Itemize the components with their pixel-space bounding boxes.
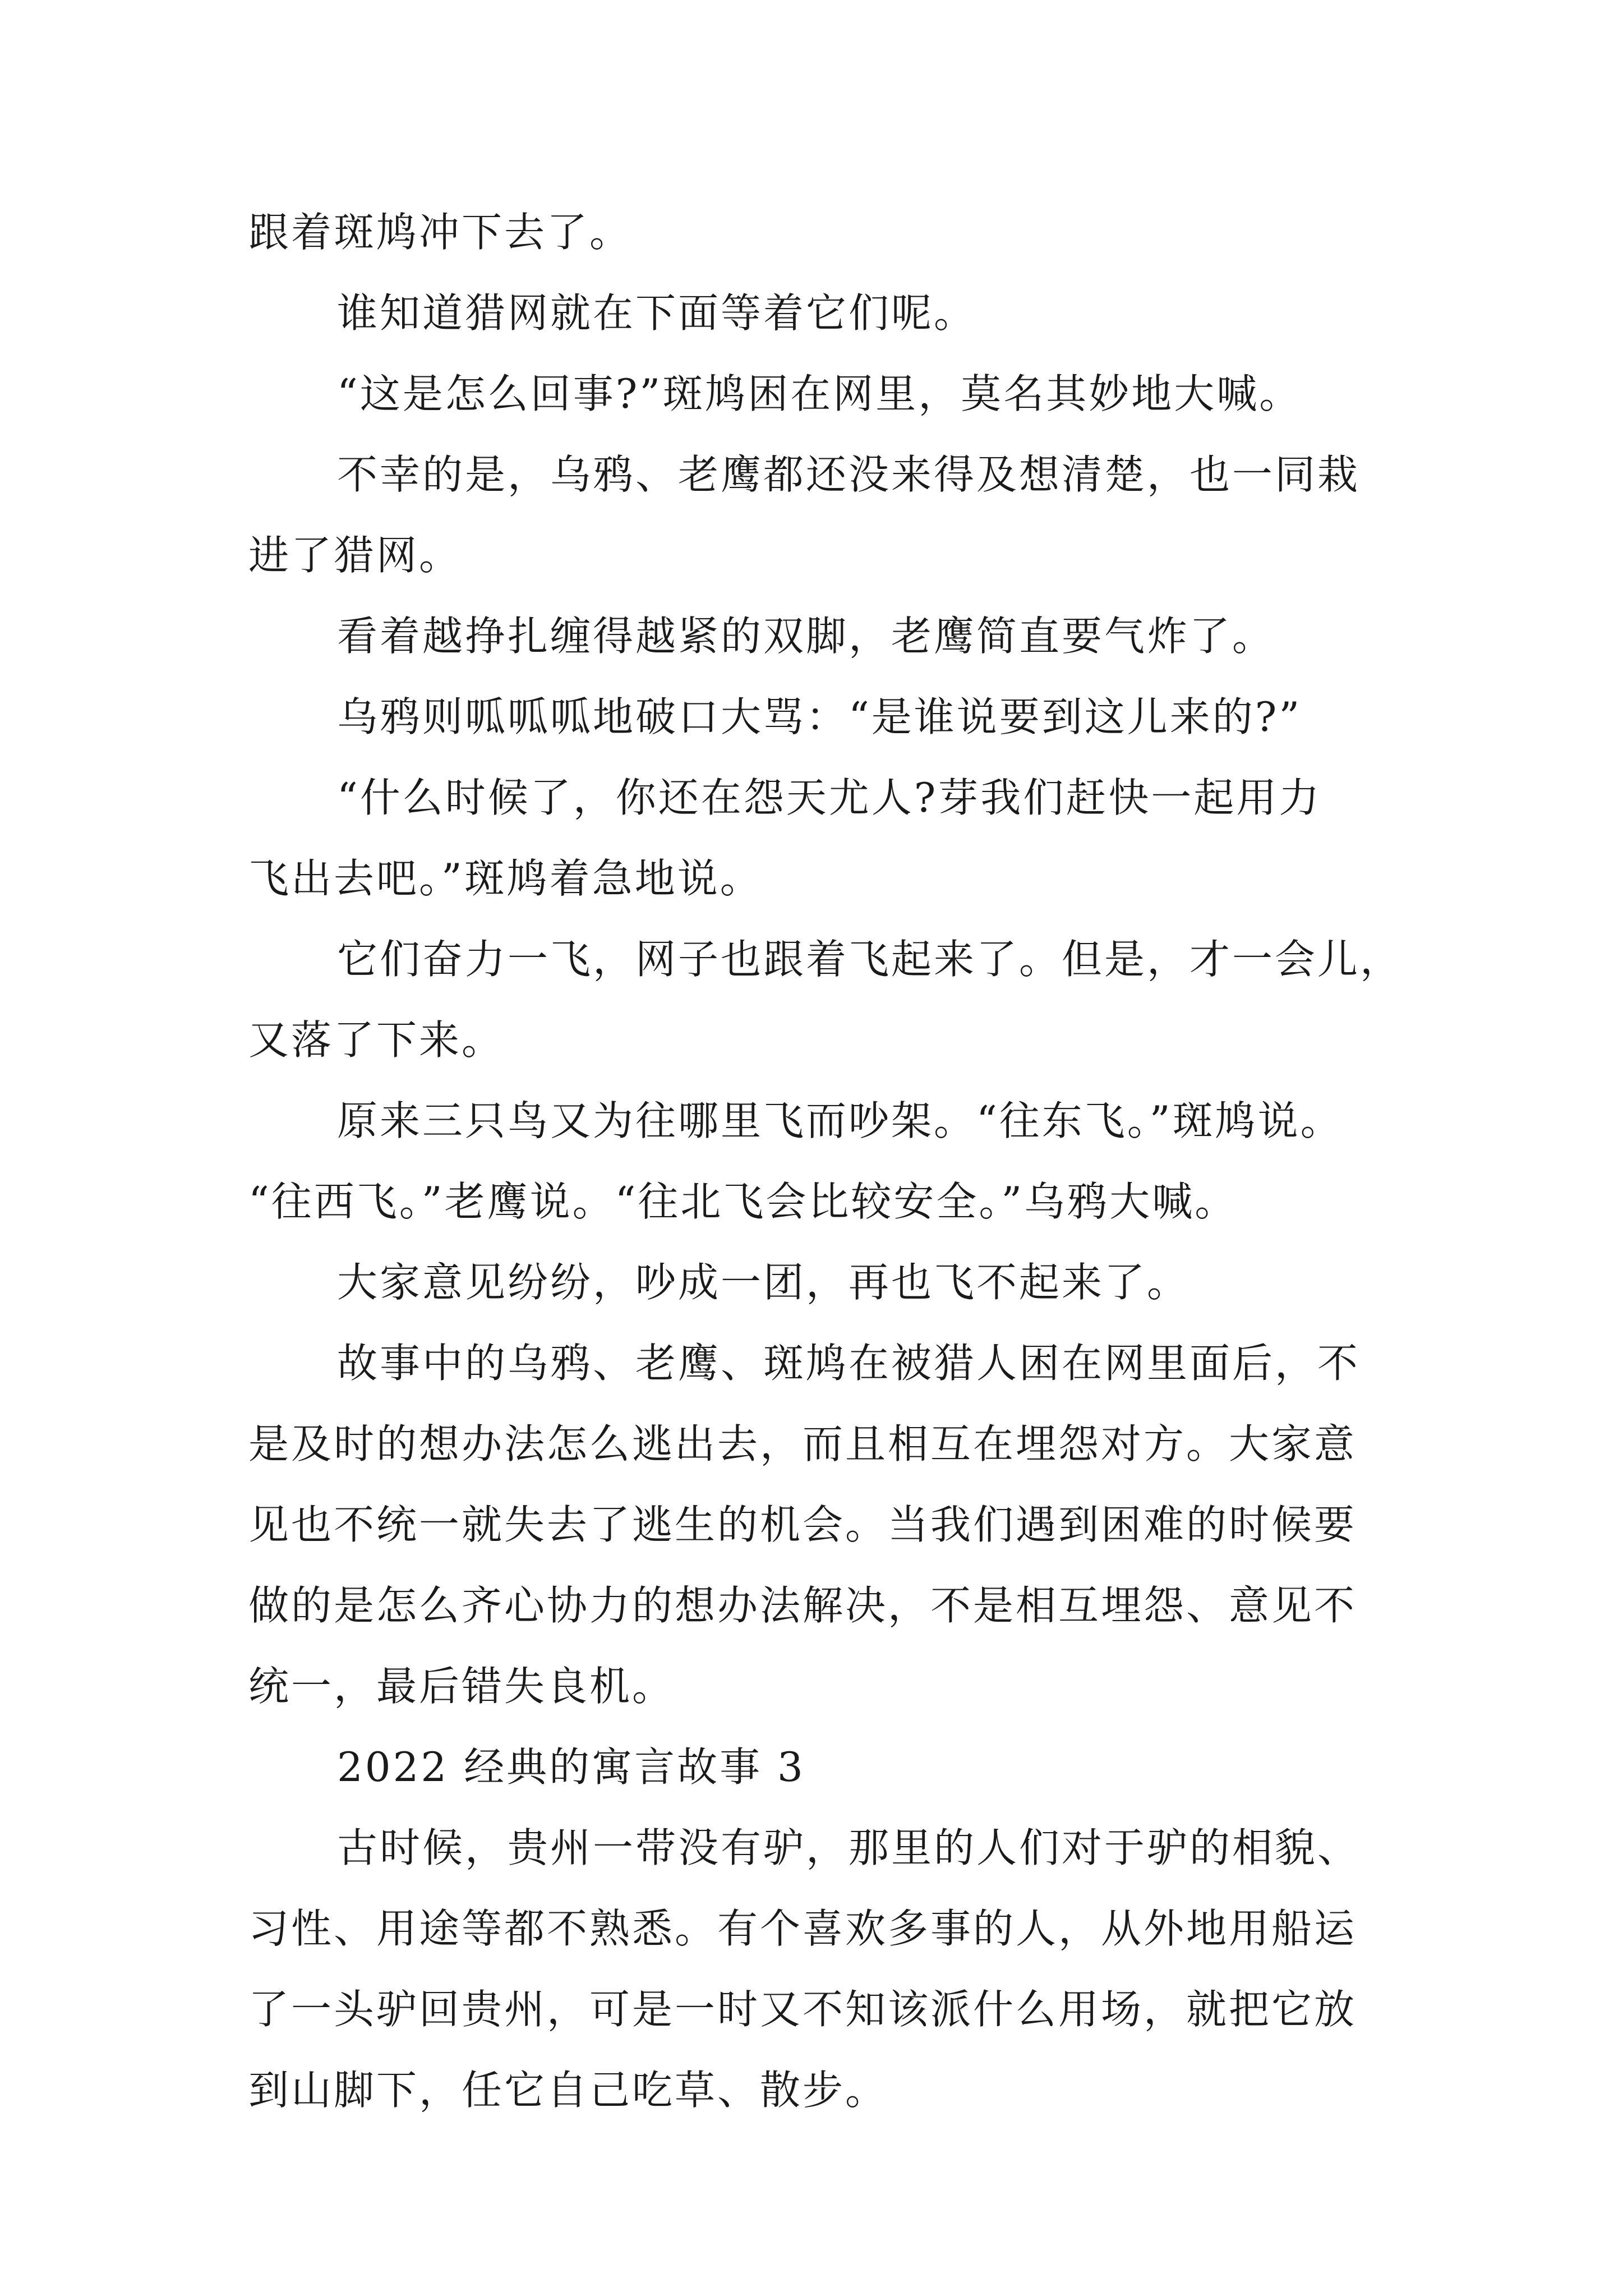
text-line: 是及时的想办法怎么逃出去，而且相互在埋怨对方。大家意: [248, 1420, 1357, 1467]
text-line: 不幸的是，乌鸦、老鹰都还没来得及想清楚，也一同栽: [337, 451, 1361, 498]
text-line: 统一，最后错失良机。: [248, 1663, 675, 1710]
text-line: 故事中的乌鸦、老鹰、斑鸠在被猎人困在网里面后，不: [337, 1340, 1361, 1387]
text-line: 做的是怎么齐心协力的想办法解决，不是相互埋怨、意见不: [248, 1582, 1357, 1629]
paragraph: [248, 1323, 1376, 1727]
paragraph: [248, 919, 1403, 1080]
text-line: 习性、用途等都不熟悉。有个喜欢多事的人，从外地用船运: [248, 1905, 1357, 1952]
paragraph: [248, 1242, 1376, 1323]
paragraph: [248, 757, 1376, 919]
paragraph: [248, 1807, 1376, 2131]
paragraph: [248, 192, 1376, 273]
paragraph: [248, 596, 1376, 677]
paragraph: [248, 273, 1376, 353]
text-line: 它们奋力一飞，网子也跟着飞起来了。但是，才一会儿，: [337, 936, 1403, 983]
text-line: 又落了下来。: [248, 1016, 505, 1064]
text-line: 乌鸦则呱呱呱地破口大骂：“是谁说要到这儿来的?”: [337, 693, 1302, 740]
text-line: 谁知道猎网就在下面等着它们呢。: [337, 289, 977, 337]
text-line: 古时候，贵州一带没有驴，那里的人们对于驴的相貌、: [337, 1824, 1361, 1871]
text-line: 大家意见纷纷，吵成一团，再也飞不起来了。: [337, 1259, 1190, 1306]
text-line: 飞出去吧。”斑鸠着急地说。: [248, 855, 763, 902]
text-line: “往西飞。”老鹰说。“往北飞会比较安全。”乌鸦大喊。: [248, 1178, 1238, 1225]
text-line: “这是怎么回事?”斑鸠困在网里，莫名其妙地大喊。: [337, 370, 1302, 417]
text-line: 了一头驴回贵州，可是一时又不知该派什么用场，就把它放: [248, 1986, 1357, 2033]
text-line: “什么时候了，你还在怨天尤人?芽我们赶快一起用力: [337, 774, 1322, 821]
paragraph: [248, 353, 1376, 434]
body-text: [248, 192, 1403, 2131]
text-line: 看着越挣扎缠得越紧的双脚，老鹰简直要气炸了。: [337, 613, 1275, 660]
text-line: 到山脚下，任它自己吃草、散步。: [248, 2067, 888, 2114]
text-line: 见也不统一就失去了逃生的机会。当我们遇到困难的时候要: [248, 1501, 1357, 1548]
paragraph: [248, 1080, 1376, 1242]
paragraph: [248, 434, 1376, 596]
section-heading: [248, 1727, 1376, 1807]
paragraph: [248, 677, 1376, 757]
text-line: 2022 经典的寓言故事 3: [337, 1743, 805, 1791]
text-line: 进了猎网。: [248, 532, 462, 579]
text-line: 原来三只鸟又为往哪里飞而吵架。“往东飞。”斑鸠说。: [337, 1097, 1343, 1144]
text-line: 跟着斑鸠冲下去了。: [248, 209, 633, 256]
